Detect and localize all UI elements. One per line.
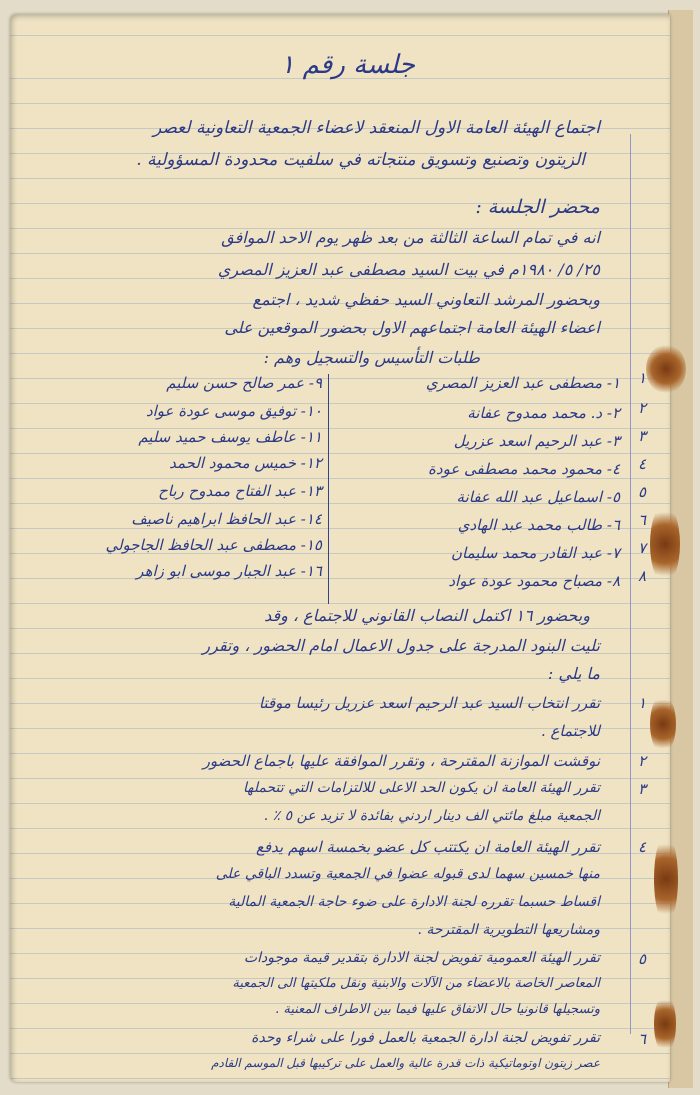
member-left: ١١- عاطف يوسف حميد سليم — [138, 428, 322, 446]
member-right: ٥- اسماعيل عبد الله عفانة — [456, 488, 620, 506]
resolution-line: تقرر انتخاب السيد عبد الرحيم اسعد عزريل رئيسا موقتا — [258, 694, 600, 712]
burn-mark — [654, 834, 678, 924]
member-right: ٨- مصباح محمود عودة عواد — [448, 572, 620, 590]
member-left: ١٤- عبد الحافظ ابراهيم ناصيف — [131, 510, 322, 528]
page-title: جلسة رقم ١ — [280, 50, 415, 80]
resolution-line: تقرر الهيئة العمومية تفويض لجنة الادارة بتقدير قيمة موجودات — [243, 950, 600, 966]
burn-mark — [646, 344, 686, 394]
resolution-line: وتسجيلها قانونيا حال الاتفاق عليها فيما بين الاطراف المعنية . — [275, 1002, 600, 1017]
member-left: ١٣- عبد الفتاح ممدوح رباح — [158, 482, 322, 500]
opening-line: انه في تمام الساعة الثالثة من بعد ظهر يوم الاحد الموافق — [221, 228, 600, 247]
resolution-line: الجمعية مبلغ مائتي الف دينار اردني بفائدة لا تزيد عن ٥ ٪ . — [263, 808, 600, 824]
margin-number: ١ — [638, 369, 647, 387]
heading-line-2: الزيتون وتصنيع وتسويق منتجاته في سلفيت محدودة المسؤولية . — [136, 150, 585, 170]
member-right: ٧- عبد القادر محمد سليمان — [451, 544, 620, 562]
opening-line: طلبات التأسيس والتسجيل وهم : — [263, 348, 480, 367]
opening-line: اعضاء الهيئة العامة اجتماعهم الاول بحضور الموقعين على — [224, 318, 600, 337]
margin-number: ٤ — [638, 838, 647, 856]
margin-number: ٥ — [638, 483, 647, 501]
member-right: ٤- محمود محمد مصطفى عودة — [428, 460, 620, 478]
resolution-line: للاجتماع . — [540, 722, 600, 740]
margin-number: ٣ — [638, 780, 647, 798]
margin-number: ١ — [638, 694, 647, 712]
member-left: ١٢- خميس محمود الحمد — [169, 454, 322, 472]
resolution-line: تقرر تفويض لجنة ادارة الجمعية بالعمل فورا على شراء وحدة — [251, 1030, 600, 1046]
resolution-line: تقرر الهيئة العامة ان يكون الحد الاعلى للالتزامات التي تتحملها — [243, 780, 600, 796]
notebook-page — [10, 14, 670, 1082]
member-right: ٦- طالب محمد عبد الهادي — [457, 516, 620, 534]
margin-number: ٦ — [638, 1030, 647, 1048]
burn-mark — [650, 504, 680, 584]
resolution-line: تقرر الهيئة العامة ان يكتتب كل عضو بخمسة اسهم يدفع — [256, 838, 600, 856]
margin-number: ٢ — [638, 399, 647, 417]
margin-number: ٢ — [638, 752, 647, 770]
column-divider — [328, 374, 329, 604]
margin-number: ٥ — [638, 950, 647, 968]
member-right: ٣- عبد الرحيم اسعد عزريل — [453, 432, 620, 450]
quorum-line: ما يلي : — [547, 664, 600, 683]
minutes-label: محضر الجلسة : — [475, 196, 600, 218]
burn-mark — [650, 694, 676, 754]
quorum-line: وبحضور ١٦ اكتمل النصاب القانوني للاجتماع ، وقد — [264, 606, 590, 625]
member-left: ١٠- توفيق موسى عودة عواد — [145, 402, 322, 420]
opening-line: وبحضور المرشد التعاوني السيد حفظي شديد ، اجتمع — [252, 290, 600, 309]
margin-number: ٦ — [638, 511, 647, 529]
resolution-line: منها خمسين سهما لدى قبوله عضوا في الجمعية وتسدد الباقي على — [215, 866, 600, 882]
quorum-line: تليت البنود المدرجة على جدول الاعمال امام الحضور ، وتقرر — [202, 636, 600, 655]
resolution-line: المعاصر الخاصة بالاعضاء من الآلات والابنية ونقل ملكيتها الى الجمعية — [232, 976, 600, 991]
margin-number: ٣ — [638, 427, 647, 445]
margin-line — [630, 134, 631, 1034]
resolution-line: نوقشت الموازنة المقترحة ، وتقرر الموافقة عليها باجماع الحضور — [202, 752, 600, 770]
member-left: ٩- عمر صالح حسن سليم — [166, 374, 322, 392]
burn-mark — [654, 994, 676, 1054]
member-right: ١- مصطفى عبد العزيز المصري — [425, 374, 620, 392]
member-left: ١٦- عبد الجبار موسى ابو زاهر — [136, 562, 322, 580]
member-right: ٢- د. محمد ممدوح عفانة — [467, 404, 620, 422]
resolution-line: ومشاريعها التطويرية المقترحة . — [417, 922, 600, 938]
margin-number: ٤ — [638, 455, 647, 473]
resolution-line: عصر زيتون اوتوماتيكية ذات قدرة عالية والعمل على تركيبها قبل الموسم القادم — [211, 1056, 600, 1070]
margin-number: ٧ — [638, 539, 647, 557]
resolution-line: اقساط حسبما تقرره لجنة الادارة على ضوء حاجة الجمعية المالية — [228, 894, 600, 910]
heading-line-1: اجتماع الهيئة العامة الاول المنعقد لاعضاء الجمعية التعاونية لعصر — [153, 118, 600, 138]
member-left: ١٥- مصطفى عبد الحافظ الجاجولي — [105, 536, 322, 554]
margin-number: ٨ — [638, 567, 647, 585]
opening-line: ٢٥/ ٥/ ١٩٨٠م في بيت السيد مصطفى عبد العزيز المصري — [217, 260, 600, 279]
